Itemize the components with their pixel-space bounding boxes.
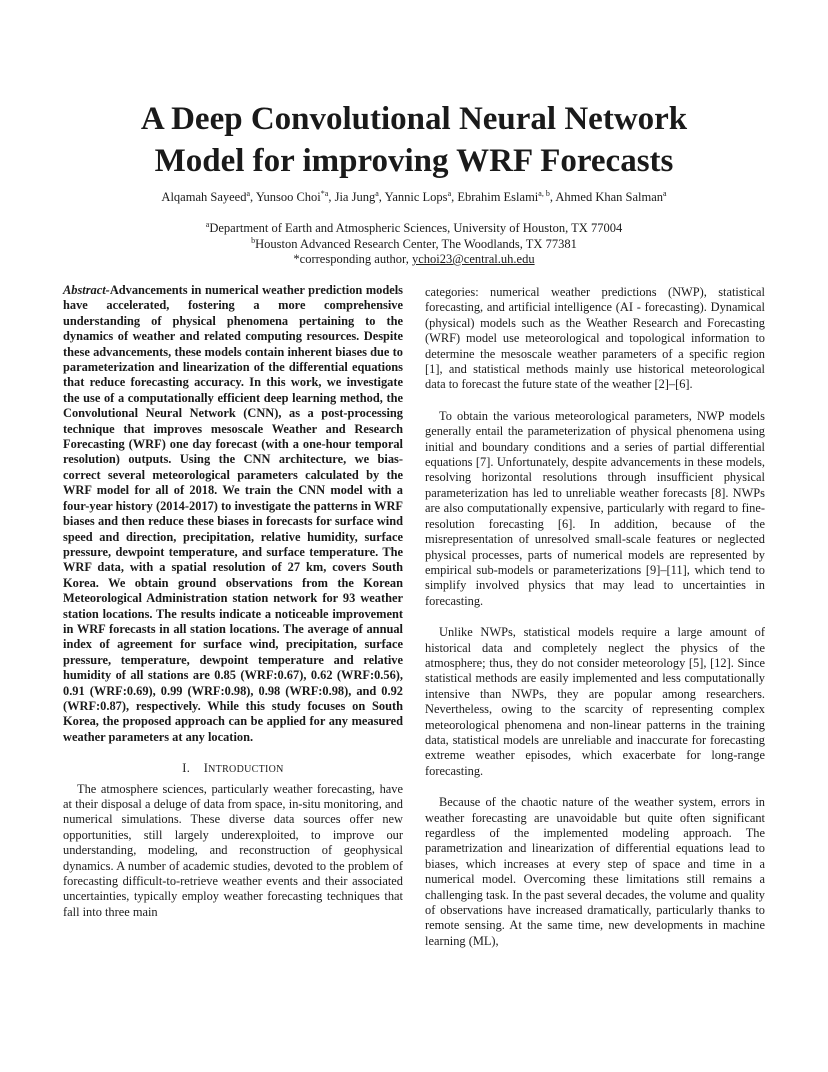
left-column <box>63 283 403 920</box>
author-affiliation-mark: a, b <box>538 188 550 198</box>
body-paragraph: Unlike NWPs, statistical models require a large amount of historical data and completely neglect the physics of the atmosphere; thus, they do not consider meteorology [5], [12]. Since statistical methods are easily implemented and less computationally intensive than NWPs, they are popular among researchers. Nevertheless, owing to the scarcity of representing complex meteorological phenomena and non-linear patterns in the training data, statistical models are unreliable and inaccurate for forecasting extreme weather episodes, which exacerbate for long-range forecasting. <box>425 625 765 778</box>
author-affiliation-mark: a <box>246 188 251 198</box>
affiliation-a <box>0 221 828 237</box>
section-title-initial: I <box>203 761 209 776</box>
paper-title <box>0 98 828 182</box>
email-link[interactable]: ychoi23@central.uh.edu <box>411 252 535 266</box>
affiliation-text: Houston Advanced Research Center, The Woodlands, TX 77381 <box>255 236 577 251</box>
abstract <box>63 283 403 745</box>
abstract-text: Advancements in numerical weather prediction models have accelerated, fostering a more comprehensive understanding of physical phenomena pertaining to the dynamics of weather and related computing resources. Despite these advancements, these models contain inherent biases due to parameterization and linearization of the differential equations that reduce forecasting accuracy. In this work, we investigate the use of a computationally efficient deep learning method, the Convolutional Neural Network (CNN), as a post-processing technique that improves mesoscale Weather and Research Forecasting (WRF) one day forecast (with a one-hour temporal resolution) outputs. Using the CNN architecture, we bias-correct several meteorological parameters calculated by the WRF model for all of 2018. We train the CNN model with a four-year history (2014-2017) to investigate the patterns in WRF biases and then reduce these biases in forecasts for surface wind speed and direction, precipitation, relative humidity, surface pressure, dewpoint temperature, and surface temperature. The WRF data, with a spatial resolution of 27 km, covers South Korea. We obtain ground observations from the Korean Meteorological Administration station network for 93 weather station locations. The results indicate a noticeable improvement in WRF forecasts in all station locations. The average of annual index of agreement for surface wind, precipitation, surface pressure, temperature, dewpoint temperature and relative humidity of all stations are 0.85 (WRF:0.67), 0.62 (WRF:0.56), 0.91 (WRF:0.69), 0.99 (WRF:0.98), 0.98 (WRF:0.98), and 0.92 (WRF:0.87), respectively. While this study focuses on South Korea, the proposed approach can be applied for any measured weather parameters at any location. <box>63 283 403 744</box>
author-name: Jia Jung <box>334 190 376 204</box>
corresponding-label: *corresponding author, <box>293 252 412 266</box>
corresponding-author <box>0 252 828 268</box>
section-number: I. <box>182 761 191 776</box>
affiliation-mark: b <box>251 235 256 245</box>
author-affiliation-mark: a <box>663 188 667 198</box>
author-name: Alqamah Sayeed <box>161 190 247 204</box>
body-paragraph: categories: numerical weather predictions (NWP), statistical forecasting, and artificial intelligence (AI - forecasting). Dynamical (physical) models such as the Weather Research and Forecasting (WRF) model use meteorological and topological information to determine the mesoscale weather parameters of a specific region [1], and statistical methods mainly use historical meteorological data to forecast the future state of the weather [2]–[6]. <box>425 285 765 392</box>
abstract-label: Abstract- <box>63 283 110 297</box>
right-column <box>425 285 765 949</box>
section-heading-introduction <box>63 761 403 777</box>
author-affiliation-mark: *a <box>320 188 329 198</box>
author-name: Ebrahim Eslami <box>457 190 539 204</box>
author-name: Ahmed Khan Salman <box>555 190 664 204</box>
author-affiliation-mark: a <box>375 188 379 198</box>
author-affiliation-mark: a <box>447 188 452 198</box>
author-name: Yannic Lops <box>384 190 448 204</box>
affiliation-mark: a <box>205 219 210 229</box>
body-paragraph: To obtain the various meteorological parameters, NWP models generally entail the parameterization of physical phenomena using initial and boundary conditions and a series of partial differential equations [7]. Unfortunately, despite advancements in these models, resolving horizontal resolutions through insufficient physical parameterization has led to unreliable weather forecasts [8]. NWPs are also computationally expensive, particularly with regard to fine-resolution forecasting [6]. In addition, because of the misrepresentation of unresolved small-scale features or neglected physical processes, parts of numerical models are represented by empirical sub-models or parameterizations [9]–[11], which tend to simplify involved physics that may lead to uncertainties in forecasting. <box>425 408 765 608</box>
author-name: Yunsoo Choi <box>255 190 321 204</box>
section-title-rest: NTRODUCTION <box>208 764 284 776</box>
body-paragraph: Because of the chaotic nature of the weather system, errors in weather forecasting are unavoidable but quite often significant regardless of the implemented modeling approach. The parametrization and linearization of differential equations lead to biases, which increases at every step of space and time in a numerical model. Overcoming these limitations still remains a challenging task. In the past several decades, the volume and quality of observations have increased dramatically, particularly thanks to remote sensing. At the same time, new developments in machine learning (ML), <box>425 795 765 948</box>
affiliations <box>0 221 828 268</box>
author-list: Alqamah Sayeed$^a$, Yunsoo Choi$^{*a}$, Jia Jung$^a$, Yannic Lops$^a$, Ebrahim Eslami$^{a, b}$, Ahmed Khan Salman$^a$ <box>161 188 667 204</box>
title-line-2: Model for improving WRF Forecasts <box>154 143 674 179</box>
affiliation-text: Department of Earth and Atmospheric Sciences, University of Houston, TX 77004 <box>209 221 623 235</box>
title-line-1: A Deep Convolutional Neural Network <box>140 101 688 137</box>
intro-paragraph: The atmosphere sciences, particularly weather forecasting, have at their disposal a deluge of data from space, in-situ monitoring, and numerical simulations. These diverse data sources offer new opportunities, still largely underexploited, to improve our understanding, modeling, and reconstruction of geophysical dynamics. A number of academic studies, devoted to the problem of forecasting difficult-to-retrieve weather events and their associated uncertainties, typically employ weather forecasting techniques that fall into three main <box>63 781 403 919</box>
affiliation-b <box>0 237 828 253</box>
